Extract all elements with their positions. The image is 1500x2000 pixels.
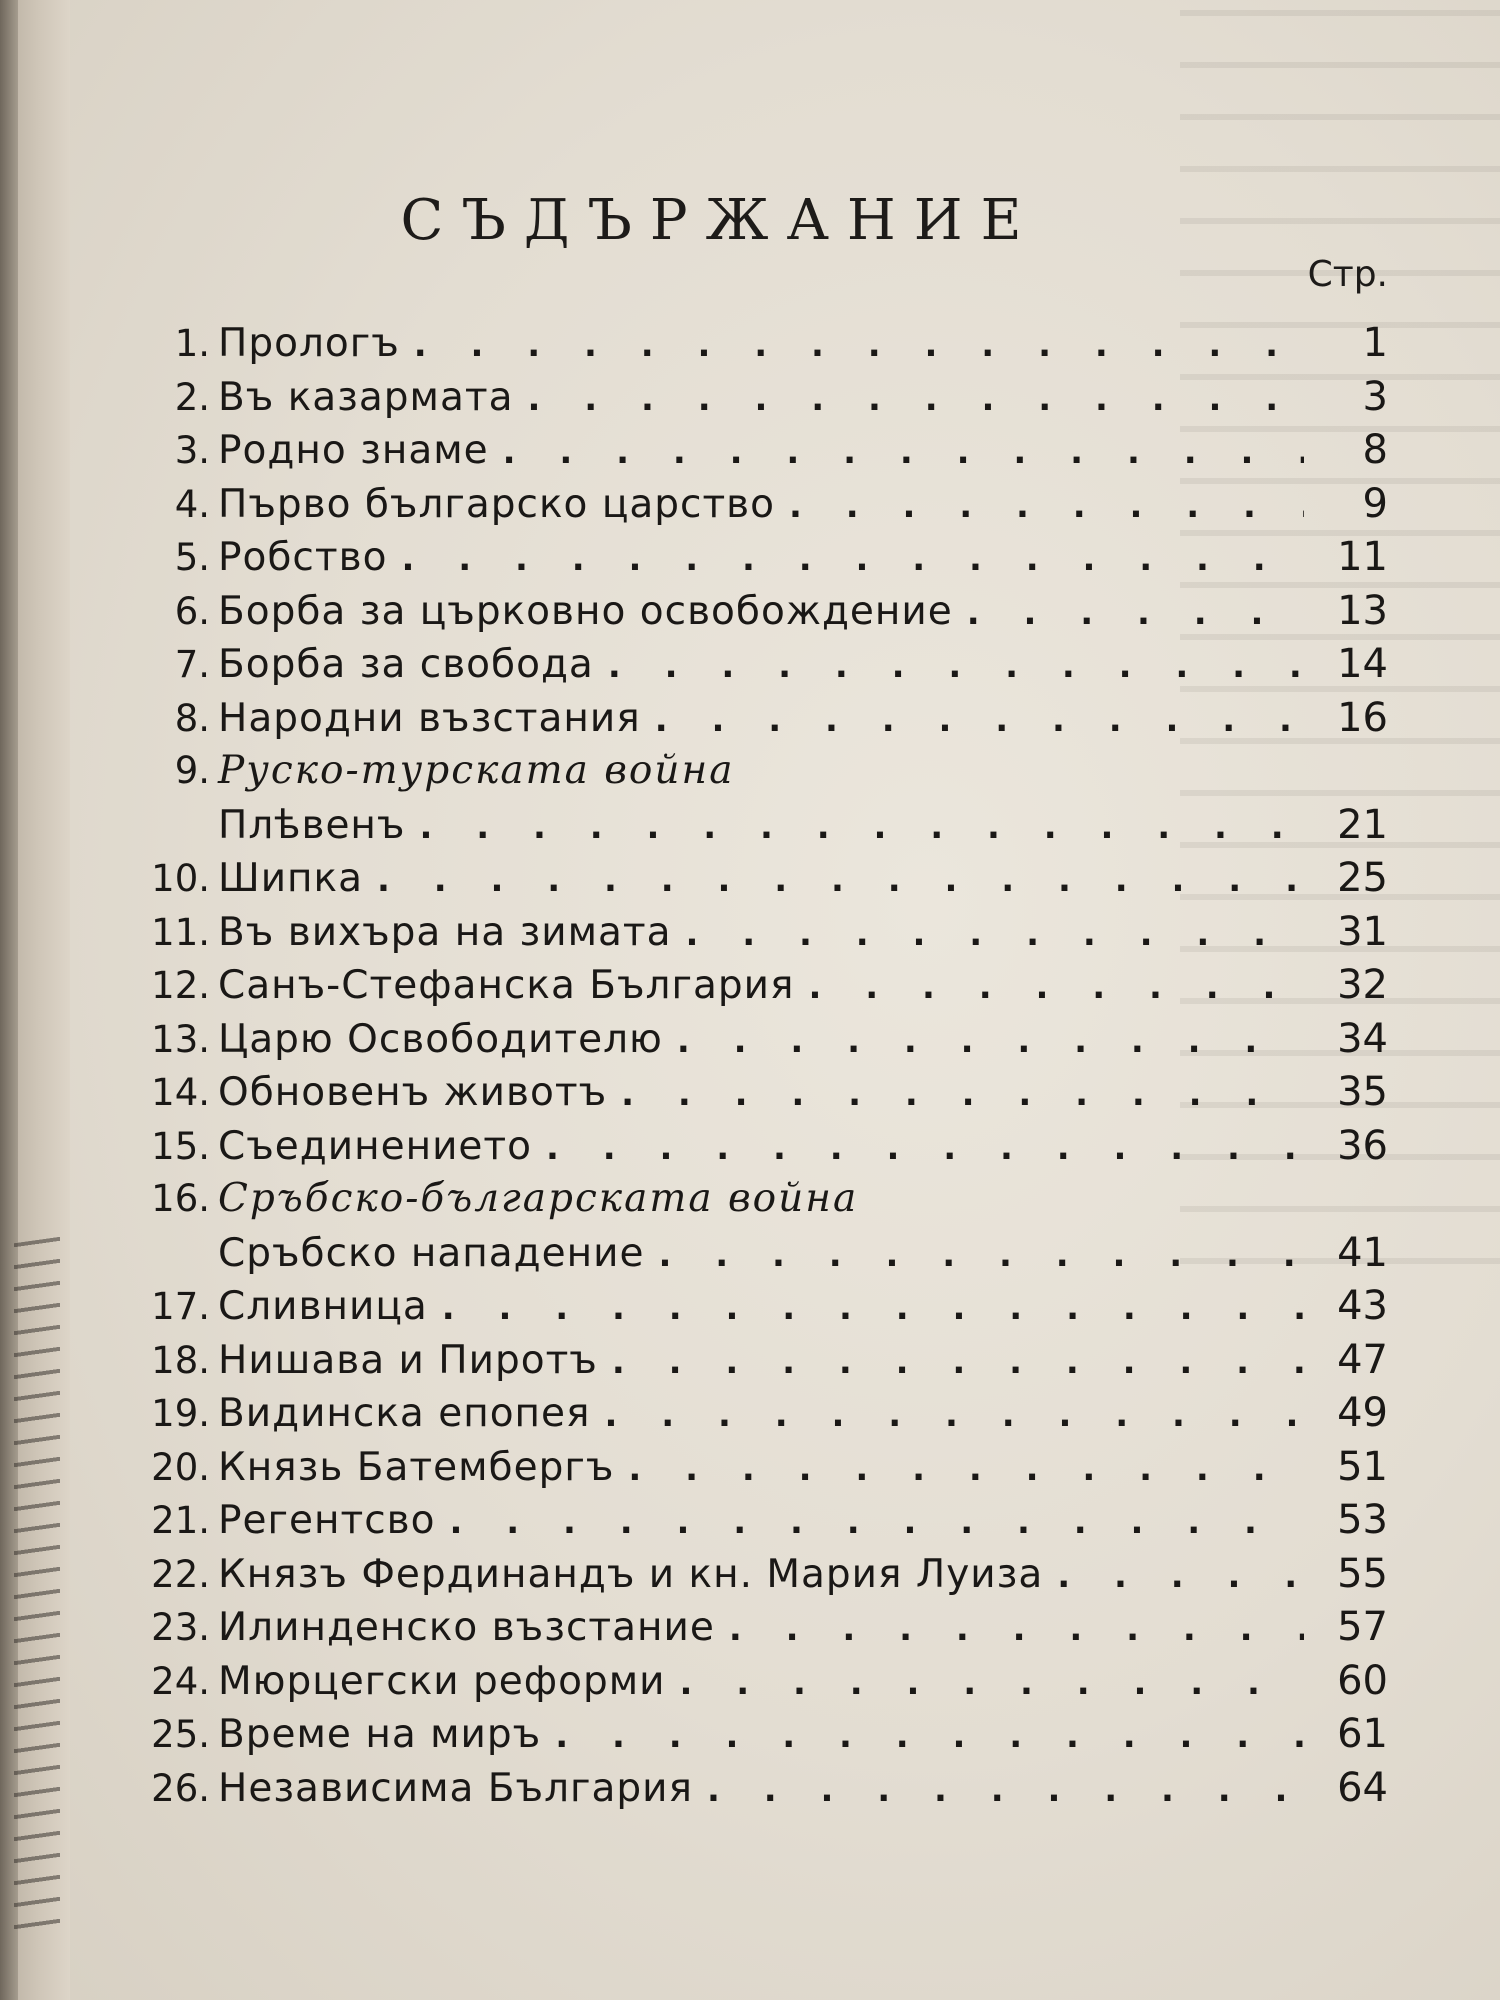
toc-dot-leader bbox=[503, 432, 1304, 472]
toc-entry[interactable] bbox=[120, 534, 1388, 588]
toc-entry-number: 1. bbox=[174, 322, 210, 365]
toc-entry-title: Мюрцегски реформи bbox=[218, 1658, 666, 1704]
toc-dot-leader bbox=[686, 914, 1304, 954]
toc-entry[interactable] bbox=[120, 1444, 1388, 1498]
toc-page-number: 9 bbox=[1362, 480, 1388, 527]
toc-entry-title: Санъ-Стефанска България bbox=[218, 963, 795, 1008]
toc-dot-leader bbox=[808, 967, 1304, 1007]
toc-dot-leader bbox=[789, 486, 1304, 526]
toc-entry-number: 4. bbox=[174, 482, 210, 526]
toc-section-title: Руско-турската война bbox=[218, 748, 735, 793]
toc-entry-title: Независима България bbox=[218, 1765, 693, 1811]
page-column-label: Стр. bbox=[1307, 254, 1388, 295]
toc-page-number: 51 bbox=[1337, 1443, 1388, 1490]
toc-entry-title: Видинска епопея bbox=[218, 1391, 591, 1436]
toc-entry-title: Князъ Фердинандъ и кн. Мария Луиза bbox=[218, 1551, 1044, 1597]
toc-entry-title: Обновенъ животъ bbox=[218, 1070, 608, 1115]
toc-entry[interactable] bbox=[120, 1497, 1388, 1551]
toc-dot-leader bbox=[621, 1074, 1304, 1114]
toc-dot-leader bbox=[612, 1342, 1304, 1382]
toc-dot-leader bbox=[680, 1663, 1305, 1703]
toc-entry-number: 19. bbox=[151, 1392, 210, 1435]
toc-entry-title: Прологъ bbox=[218, 321, 400, 366]
toc-dot-leader bbox=[377, 860, 1304, 900]
toc-entry-number: 13. bbox=[151, 1017, 210, 1061]
table-of-contents bbox=[120, 320, 1388, 1818]
toc-section-heading bbox=[120, 748, 1388, 802]
toc-entry-title: Регентсво bbox=[218, 1498, 436, 1543]
toc-entry[interactable] bbox=[120, 588, 1388, 642]
toc-entry[interactable] bbox=[120, 802, 1388, 856]
toc-page-number: 57 bbox=[1337, 1604, 1388, 1650]
toc-entry-number: 18. bbox=[151, 1338, 210, 1382]
toc-entry-number: 16. bbox=[151, 1177, 210, 1220]
toc-page-number: 55 bbox=[1337, 1550, 1388, 1597]
toc-dot-leader bbox=[546, 1128, 1304, 1168]
toc-entry-number: 25. bbox=[151, 1713, 210, 1756]
toc-page-number: 11 bbox=[1337, 534, 1388, 580]
toc-entry[interactable] bbox=[120, 1658, 1388, 1712]
toc-dot-leader bbox=[628, 1449, 1304, 1489]
toc-page-number: 61 bbox=[1337, 1711, 1388, 1757]
toc-page-number: 43 bbox=[1337, 1283, 1388, 1329]
toc-dot-leader bbox=[442, 1288, 1304, 1328]
toc-entry-title: Народни възстания bbox=[218, 695, 641, 741]
toc-entry-title: Родно знаме bbox=[218, 428, 489, 473]
toc-page-number: 25 bbox=[1337, 855, 1388, 901]
toc-entry-title: Сръбско нападение bbox=[218, 1230, 645, 1276]
toc-dot-leader bbox=[450, 1502, 1304, 1542]
toc-entry[interactable] bbox=[120, 1123, 1388, 1177]
toc-entry-title: Първо българско царство bbox=[218, 481, 776, 527]
toc-entry-title: Робство bbox=[218, 535, 388, 580]
toc-entry[interactable] bbox=[120, 641, 1388, 695]
toc-entry[interactable] bbox=[120, 1230, 1388, 1284]
toc-entry[interactable] bbox=[120, 1390, 1388, 1444]
toc-dot-leader bbox=[655, 700, 1304, 740]
toc-entry[interactable] bbox=[120, 1604, 1388, 1658]
toc-entry[interactable] bbox=[120, 1016, 1388, 1070]
toc-entry-title: Въ вихъра на зимата bbox=[218, 909, 672, 955]
toc-entry-title: Нишава и Пиротъ bbox=[218, 1337, 598, 1383]
toc-page-number: 41 bbox=[1337, 1229, 1388, 1276]
facing-page-text-fragment bbox=[14, 1237, 60, 1943]
toc-entry-title: Шипка bbox=[218, 856, 364, 901]
toc-entry-number: 14. bbox=[151, 1071, 210, 1114]
toc-dot-leader bbox=[528, 379, 1305, 419]
toc-entry-title: Илинденско възстание bbox=[218, 1605, 715, 1650]
toc-entry-number: 3. bbox=[174, 429, 210, 472]
toc-entry-title: Борба за църковно освобождение bbox=[218, 588, 953, 634]
toc-entry[interactable] bbox=[120, 1765, 1388, 1819]
toc-page-number: 8 bbox=[1362, 427, 1388, 473]
toc-entry-number: 17. bbox=[151, 1285, 210, 1328]
toc-entry-title: Съединението bbox=[218, 1123, 533, 1169]
toc-entry[interactable] bbox=[120, 909, 1388, 963]
toc-dot-leader bbox=[1057, 1556, 1304, 1596]
toc-page-number: 35 bbox=[1337, 1069, 1388, 1115]
toc-entry-title: Време на миръ bbox=[218, 1712, 542, 1757]
toc-entry-number: 2. bbox=[174, 375, 210, 419]
toc-entry[interactable] bbox=[120, 374, 1388, 428]
toc-dot-leader bbox=[729, 1609, 1304, 1649]
toc-entry[interactable] bbox=[120, 962, 1388, 1016]
toc-page-number: 31 bbox=[1337, 908, 1388, 955]
toc-page-number: 64 bbox=[1337, 1764, 1388, 1811]
toc-entry-number: 21. bbox=[151, 1499, 210, 1542]
toc-entry-number: 9. bbox=[174, 749, 210, 792]
toc-entry-number: 24. bbox=[151, 1659, 210, 1703]
toc-page-number: 16 bbox=[1337, 694, 1388, 741]
toc-entry-number: 20. bbox=[151, 1445, 210, 1489]
toc-dot-leader bbox=[658, 1235, 1304, 1275]
toc-dot-leader bbox=[414, 325, 1304, 365]
toc-entry-number: 10. bbox=[151, 857, 210, 900]
toc-entry[interactable] bbox=[120, 1283, 1388, 1337]
toc-dot-leader bbox=[420, 807, 1305, 847]
toc-page-number: 53 bbox=[1337, 1497, 1388, 1543]
toc-entry-number: 22. bbox=[151, 1552, 210, 1596]
toc-entry[interactable] bbox=[120, 1337, 1388, 1391]
toc-entry[interactable] bbox=[120, 695, 1388, 749]
toc-entry[interactable] bbox=[120, 1551, 1388, 1605]
toc-page-number: 13 bbox=[1337, 587, 1388, 634]
toc-entry-number: 15. bbox=[151, 1124, 210, 1168]
toc-entry-number: 6. bbox=[174, 589, 210, 633]
toc-page-number: 60 bbox=[1337, 1657, 1388, 1704]
toc-dot-leader bbox=[555, 1716, 1304, 1756]
toc-dot-leader bbox=[608, 646, 1304, 686]
toc-page-number: 1 bbox=[1362, 320, 1388, 366]
toc-entry[interactable] bbox=[120, 1069, 1388, 1123]
toc-entry-title: Плѣвенъ bbox=[218, 802, 406, 848]
toc-section-title: Сръбско-българската война bbox=[218, 1176, 859, 1221]
toc-page-number: 49 bbox=[1337, 1390, 1388, 1436]
toc-page-number: 14 bbox=[1337, 641, 1388, 687]
toc-entry-title: Князь Батембергъ bbox=[218, 1444, 615, 1490]
toc-entry-number: 26. bbox=[151, 1766, 210, 1810]
toc-entry-number: 11. bbox=[151, 910, 210, 954]
toc-entry-title: Въ казармата bbox=[218, 374, 514, 420]
toc-entry[interactable] bbox=[120, 427, 1388, 481]
toc-page-number: 3 bbox=[1362, 373, 1388, 420]
toc-entry[interactable] bbox=[120, 855, 1388, 909]
toc-page-number: 32 bbox=[1337, 962, 1388, 1008]
toc-entry-title: Борба за свобода bbox=[218, 642, 594, 687]
toc-dot-leader bbox=[707, 1770, 1304, 1810]
toc-dot-leader bbox=[967, 593, 1304, 633]
toc-entry-number: 23. bbox=[151, 1606, 210, 1649]
toc-dot-leader bbox=[401, 539, 1304, 579]
toc-entry[interactable] bbox=[120, 320, 1388, 374]
toc-section-heading bbox=[120, 1176, 1388, 1230]
toc-entry-number: 5. bbox=[174, 536, 210, 579]
toc-page-number: 47 bbox=[1337, 1336, 1388, 1383]
toc-entry-title: Сливница bbox=[218, 1284, 428, 1329]
toc-dot-leader bbox=[605, 1395, 1304, 1435]
toc-entry-number: 7. bbox=[174, 643, 210, 686]
toc-entry-title: Царю Освободителю bbox=[218, 1016, 663, 1062]
toc-dot-leader bbox=[677, 1021, 1304, 1061]
toc-page-number: 21 bbox=[1337, 801, 1388, 848]
toc-page-number: 34 bbox=[1337, 1015, 1388, 1062]
toc-entry-number: 8. bbox=[174, 696, 210, 740]
book-gutter bbox=[0, 0, 70, 2000]
toc-entry[interactable] bbox=[120, 1711, 1388, 1765]
toc-entry-number: 12. bbox=[151, 964, 210, 1007]
toc-page-number: 36 bbox=[1337, 1122, 1388, 1169]
toc-entry[interactable] bbox=[120, 481, 1388, 535]
page-title: СЪДЪРЖАНИЕ bbox=[400, 188, 1040, 253]
